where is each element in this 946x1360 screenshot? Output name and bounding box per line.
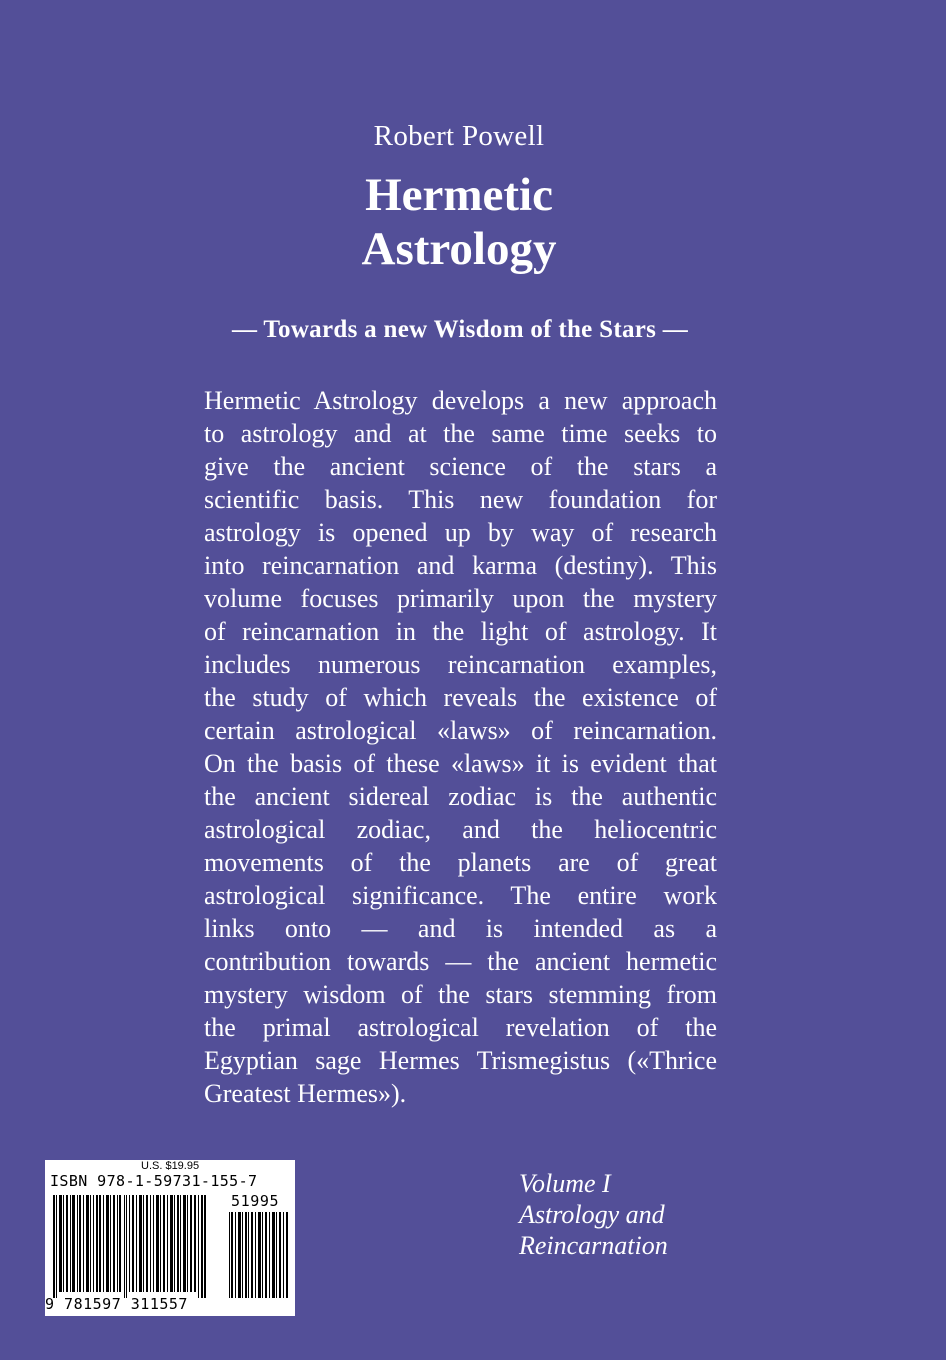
price-label: U.S. $19.95: [141, 1160, 200, 1172]
book-subtitle: — Towards a new Wisdom of the Stars —: [231, 316, 689, 343]
isbn-label: ISBN 978-1-59731-155-7: [50, 1172, 258, 1190]
description-line: Greatest Hermes»).: [204, 1079, 407, 1108]
book-description: [204, 384, 717, 1110]
description-line: Hermetic Astrology develops a new approach: [204, 386, 717, 415]
description-line: of reincarnation in the light of astrology. It: [204, 617, 717, 646]
addon-barcode-bars-svg: [229, 1212, 289, 1298]
volume-title-line-1: Astrology and: [519, 1200, 665, 1229]
description-line: into reincarnation and karma (destiny). This: [204, 551, 717, 580]
description-line: scientific basis. This new foundation for: [204, 485, 717, 514]
barcode-number: 9 781597 311557: [45, 1295, 188, 1313]
description-line: to astrology and at the same time seeks to: [204, 419, 717, 448]
description-line: certain astrological «laws» of reincarnation.: [204, 716, 717, 745]
volume-info: [519, 1168, 668, 1261]
book-title-line-2: Astrology: [361, 223, 557, 275]
description-line: the ancient sidereal zodiac is the authentic: [204, 782, 717, 811]
description-line: astrological zodiac, and the heliocentric: [204, 815, 717, 844]
book-title-line-1: Hermetic: [365, 169, 553, 221]
description-line: the study of which reveals the existence of: [204, 683, 717, 712]
description-line: mystery wisdom of the stars stemming from: [204, 980, 717, 1009]
barcode-bars-svg: [53, 1195, 207, 1298]
description-line: On the basis of these «laws» it is evident that: [204, 749, 717, 778]
description-line: volume focuses primarily upon the mystery: [204, 584, 717, 613]
addon-barcode-bars: [229, 1212, 289, 1298]
description-line: give the ancient science of the stars a: [204, 452, 717, 481]
price-addon-digits: 51995: [231, 1192, 280, 1210]
description-line: contribution towards — the ancient hermetic: [204, 947, 717, 976]
volume-title-line-2: Reincarnation: [519, 1231, 668, 1260]
description-line: astrological significance. The entire work: [204, 881, 717, 910]
barcode-bars: [53, 1195, 207, 1298]
description-line: Egyptian sage Hermes Trismegistus («Thrice: [204, 1046, 717, 1075]
isbn-barcode: [45, 1160, 295, 1316]
description-line: movements of the planets are of great: [204, 848, 717, 877]
book-title: [0, 168, 918, 276]
description-line: includes numerous reincarnation examples,: [204, 650, 717, 679]
volume-number: Volume I: [519, 1169, 611, 1198]
author-name: Robert Powell: [373, 120, 545, 152]
description-line: the primal astrological revelation of the: [204, 1013, 717, 1042]
description-line: astrology is opened up by way of research: [204, 518, 717, 547]
description-line: links onto — and is intended as a: [204, 914, 717, 943]
